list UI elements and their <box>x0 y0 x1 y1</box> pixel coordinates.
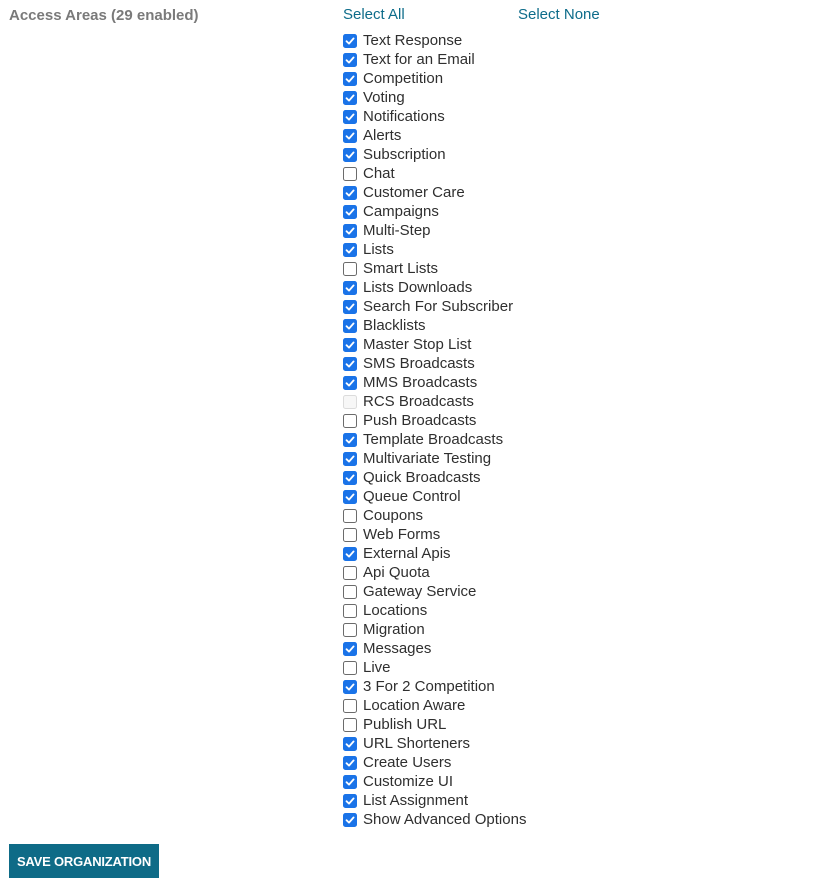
access-area-checkbox[interactable] <box>343 376 357 390</box>
checkmark-icon <box>345 207 355 217</box>
checkmark-icon <box>345 796 355 806</box>
access-area-checkbox[interactable] <box>343 433 357 447</box>
access-area-checkbox[interactable] <box>343 471 357 485</box>
access-area-checkbox[interactable] <box>343 452 357 466</box>
access-area-checkbox[interactable] <box>343 338 357 352</box>
access-area-checkbox[interactable] <box>343 414 357 428</box>
access-area-checkbox[interactable] <box>343 224 357 238</box>
access-area-checkbox[interactable] <box>343 756 357 770</box>
access-area-label: External Apis <box>363 545 451 562</box>
checkmark-icon <box>345 226 355 236</box>
access-area-label: Messages <box>363 640 432 657</box>
access-area-label: MMS Broadcasts <box>363 374 478 391</box>
access-area-row[interactable] <box>343 753 526 772</box>
access-area-label: Web Forms <box>363 526 441 543</box>
access-area-row[interactable] <box>343 31 526 50</box>
access-area-checkbox[interactable] <box>343 528 357 542</box>
checkmark-icon <box>345 112 355 122</box>
access-area-checkbox[interactable] <box>343 718 357 732</box>
access-area-label: Competition <box>363 70 444 87</box>
access-area-label: Gateway Service <box>363 583 477 600</box>
checkmark-icon <box>345 55 355 65</box>
checkmark-icon <box>345 150 355 160</box>
access-areas-label: Access Areas (29 enabled) <box>9 7 199 24</box>
access-area-label: Quick Broadcasts <box>363 469 481 486</box>
access-area-row[interactable] <box>343 544 526 563</box>
access-area-row[interactable] <box>343 259 526 278</box>
checkmark-icon <box>345 93 355 103</box>
access-area-label: Template Broadcasts <box>363 431 504 448</box>
access-area-checkbox[interactable] <box>343 357 357 371</box>
checkmark-icon <box>345 454 355 464</box>
access-area-checkbox[interactable] <box>343 490 357 504</box>
access-area-label: Notifications <box>363 108 445 125</box>
access-area-checkbox[interactable] <box>343 737 357 751</box>
access-area-label: Locations <box>363 602 428 619</box>
access-area-row[interactable] <box>343 278 526 297</box>
access-area-row[interactable] <box>343 354 526 373</box>
access-area-label: Customize UI <box>363 773 454 790</box>
access-area-label: Publish URL <box>363 716 447 733</box>
access-area-label: Migration <box>363 621 425 638</box>
access-area-row[interactable] <box>343 50 526 69</box>
access-area-label: Api Quota <box>363 564 430 581</box>
access-area-checkbox[interactable] <box>343 53 357 67</box>
checkmark-icon <box>345 682 355 692</box>
access-area-label: Voting <box>363 89 405 106</box>
access-area-checkbox[interactable] <box>343 547 357 561</box>
access-area-row[interactable] <box>343 468 526 487</box>
access-area-row[interactable] <box>343 620 526 639</box>
checkmark-icon <box>345 245 355 255</box>
checkmark-icon <box>345 36 355 46</box>
access-area-row[interactable] <box>343 107 526 126</box>
access-area-row[interactable] <box>343 734 526 753</box>
checkmark-icon <box>345 359 355 369</box>
access-area-row[interactable] <box>343 506 526 525</box>
access-area-label: Coupons <box>363 507 424 524</box>
access-area-row[interactable] <box>343 582 526 601</box>
access-area-label: Multivariate Testing <box>363 450 492 467</box>
access-area-row[interactable] <box>343 202 526 221</box>
access-area-checkbox[interactable] <box>343 699 357 713</box>
access-area-label: Live <box>363 659 391 676</box>
checkmark-icon <box>345 758 355 768</box>
access-area-row[interactable] <box>343 392 526 411</box>
checkmark-icon <box>345 131 355 141</box>
checkmark-icon <box>345 74 355 84</box>
checkmark-icon <box>345 283 355 293</box>
access-area-row[interactable] <box>343 791 526 810</box>
access-area-row[interactable] <box>343 335 526 354</box>
access-area-label: Text for an Email <box>363 51 475 68</box>
access-area-row[interactable] <box>343 772 526 791</box>
select-all-link[interactable]: Select All <box>343 6 405 23</box>
access-area-row[interactable] <box>343 373 526 392</box>
access-area-row[interactable] <box>343 183 526 202</box>
checkmark-icon <box>345 188 355 198</box>
access-areas-checkbox-list <box>343 31 526 829</box>
access-area-checkbox[interactable] <box>343 262 357 276</box>
access-area-row[interactable] <box>343 525 526 544</box>
access-area-checkbox[interactable] <box>343 167 357 181</box>
access-area-label: Show Advanced Options <box>363 811 527 828</box>
access-area-label: Subscription <box>363 146 446 163</box>
access-area-checkbox[interactable] <box>343 300 357 314</box>
access-area-row[interactable] <box>343 810 526 829</box>
access-area-checkbox[interactable] <box>343 91 357 105</box>
access-area-row[interactable] <box>343 430 526 449</box>
access-area-row[interactable] <box>343 316 526 335</box>
access-area-label: Alerts <box>363 127 402 144</box>
access-area-label: Lists <box>363 241 394 258</box>
access-area-checkbox[interactable] <box>343 205 357 219</box>
access-area-label: Search For Subscriber <box>363 298 514 315</box>
access-area-label: URL Shorteners <box>363 735 470 752</box>
access-area-checkbox[interactable] <box>343 186 357 200</box>
access-area-row[interactable] <box>343 639 526 658</box>
checkmark-icon <box>345 492 355 502</box>
access-area-checkbox[interactable] <box>343 680 357 694</box>
save-organization-button[interactable]: SAVE ORGANIZATION <box>9 844 159 878</box>
access-area-row[interactable] <box>343 696 526 715</box>
checkmark-icon <box>345 321 355 331</box>
access-area-row[interactable] <box>343 221 526 240</box>
access-area-row[interactable] <box>343 449 526 468</box>
checkmark-icon <box>345 435 355 445</box>
access-area-checkbox[interactable] <box>343 585 357 599</box>
access-area-row[interactable] <box>343 487 526 506</box>
access-area-label: Blacklists <box>363 317 426 334</box>
access-area-checkbox[interactable] <box>343 148 357 162</box>
access-area-checkbox[interactable] <box>343 775 357 789</box>
checkmark-icon <box>345 340 355 350</box>
access-area-row[interactable] <box>343 601 526 620</box>
access-area-checkbox[interactable] <box>343 604 357 618</box>
access-area-label: Text Response <box>363 32 463 49</box>
access-area-row[interactable] <box>343 715 526 734</box>
access-area-label: Multi-Step <box>363 222 431 239</box>
access-area-checkbox[interactable] <box>343 319 357 333</box>
access-area-label: Location Aware <box>363 697 466 714</box>
access-area-row[interactable] <box>343 658 526 677</box>
checkmark-icon <box>345 777 355 787</box>
access-area-row[interactable] <box>343 240 526 259</box>
access-area-label: Queue Control <box>363 488 461 505</box>
access-area-checkbox <box>343 395 357 409</box>
access-area-checkbox[interactable] <box>343 281 357 295</box>
checkmark-icon <box>345 644 355 654</box>
access-area-label: Chat <box>363 165 395 182</box>
access-area-checkbox[interactable] <box>343 129 357 143</box>
checkmark-icon <box>345 302 355 312</box>
access-area-label: RCS Broadcasts <box>363 393 474 410</box>
access-area-label: Master Stop List <box>363 336 472 353</box>
access-area-row[interactable] <box>343 563 526 582</box>
access-area-checkbox[interactable] <box>343 509 357 523</box>
access-area-checkbox[interactable] <box>343 642 357 656</box>
access-area-label: Campaigns <box>363 203 439 220</box>
access-area-row[interactable] <box>343 297 526 316</box>
access-area-checkbox[interactable] <box>343 566 357 580</box>
access-area-checkbox[interactable] <box>343 623 357 637</box>
checkmark-icon <box>345 815 355 825</box>
access-area-row[interactable] <box>343 126 526 145</box>
access-area-label: Push Broadcasts <box>363 412 477 429</box>
checkmark-icon <box>345 739 355 749</box>
access-area-checkbox[interactable] <box>343 110 357 124</box>
access-area-checkbox[interactable] <box>343 243 357 257</box>
access-area-checkbox[interactable] <box>343 813 357 827</box>
access-area-row[interactable] <box>343 411 526 430</box>
access-area-label: Customer Care <box>363 184 465 201</box>
access-area-row[interactable] <box>343 145 526 164</box>
access-area-checkbox[interactable] <box>343 34 357 48</box>
access-area-checkbox[interactable] <box>343 794 357 808</box>
checkmark-icon <box>345 378 355 388</box>
access-area-label: SMS Broadcasts <box>363 355 475 372</box>
checkmark-icon <box>345 549 355 559</box>
access-area-label: Create Users <box>363 754 452 771</box>
access-area-row[interactable] <box>343 88 526 107</box>
select-none-link[interactable]: Select None <box>518 6 600 23</box>
access-area-label: Smart Lists <box>363 260 439 277</box>
access-area-label: Lists Downloads <box>363 279 473 296</box>
access-area-label: 3 For 2 Competition <box>363 678 495 695</box>
access-area-label: List Assignment <box>363 792 469 809</box>
access-area-row[interactable] <box>343 69 526 88</box>
access-area-row[interactable] <box>343 677 526 696</box>
access-area-row[interactable] <box>343 164 526 183</box>
access-area-checkbox[interactable] <box>343 72 357 86</box>
checkmark-icon <box>345 473 355 483</box>
access-area-checkbox[interactable] <box>343 661 357 675</box>
